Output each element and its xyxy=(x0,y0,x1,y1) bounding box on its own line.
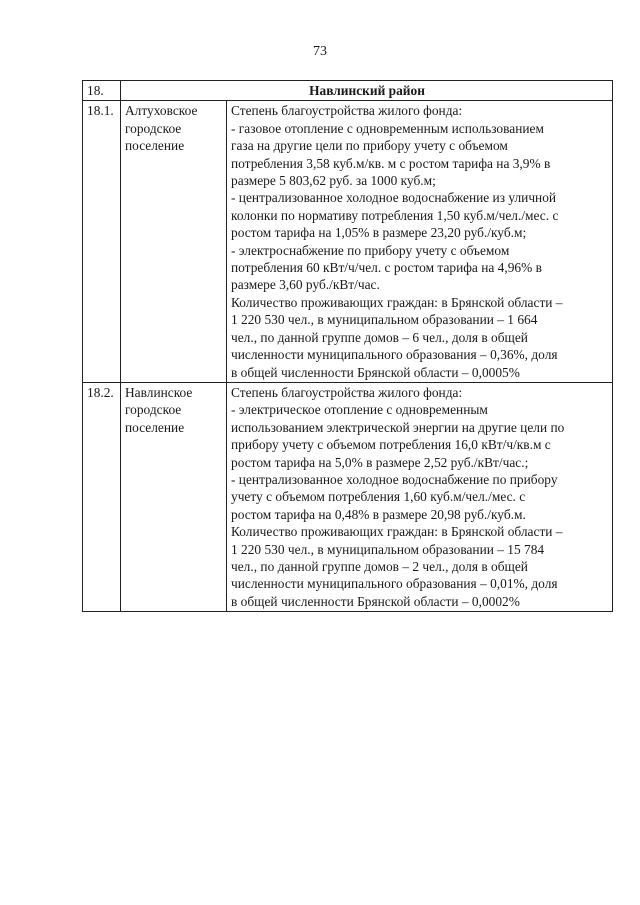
settlement-name-line: поселение xyxy=(125,138,185,154)
description-line: ростом тарифа на 0,48% в размере 20,98 руб./куб.м. xyxy=(231,506,526,522)
description-line: - централизованное холодное водоснабжение из уличной xyxy=(231,190,557,206)
description-line: 1 220 530 чел., в муниципальном образовании – 15 784 xyxy=(231,541,545,557)
header-number-cell: 18. xyxy=(83,81,121,101)
description-line: колонки по нормативу потребления 1,50 куб.м/чел./мес. с xyxy=(231,207,559,223)
description-line: - газовое отопление с одновременным использованием xyxy=(231,120,544,136)
description-line: ростом тарифа на 5,0% в размере 2,52 руб./кВт/час.; xyxy=(231,454,529,470)
description-line: численности муниципального образования – 0,01%, доля xyxy=(231,576,558,592)
settlement-name-line: поселение xyxy=(125,419,185,435)
description-line: потребления 3,58 куб.м/кв. м с ростом тарифа на 3,9% в xyxy=(231,155,551,171)
settlement-name-line: городское xyxy=(125,402,182,418)
description-line: Степень благоустройства жилого фонда: xyxy=(231,103,463,119)
description-line: 1 220 530 чел., в муниципальном образовании – 1 664 xyxy=(231,312,538,328)
housing-table xyxy=(82,80,613,612)
description-line: - централизованное холодное водоснабжение по прибору xyxy=(231,471,558,487)
description-line: газа на другие цели по прибору учету с объемом xyxy=(231,138,508,154)
description-line: ростом тарифа на 1,05% в размере 23,20 руб./куб.м; xyxy=(231,225,527,241)
description-line: - электроснабжение по прибору учету с объемом xyxy=(231,242,510,258)
description-line: Количество проживающих граждан: в Брянской области – xyxy=(231,294,563,310)
description-line: чел., по данной группе домов – 6 чел., доля в общей xyxy=(231,329,528,345)
row-number-cell: 18.1. xyxy=(83,101,121,383)
table-row xyxy=(83,382,613,611)
description-line: Количество проживающих граждан: в Брянской области – xyxy=(231,524,563,540)
description-line: размере 5 803,62 руб. за 1000 куб.м; xyxy=(231,173,436,189)
settlement-name-cell xyxy=(121,101,227,383)
page-number: 73 xyxy=(313,44,327,59)
description-cell xyxy=(227,382,613,611)
settlement-name-line: городское xyxy=(125,120,182,136)
settlement-name-line: Алтуховское xyxy=(125,103,198,119)
description-line: Степень благоустройства жилого фонда: xyxy=(231,384,463,400)
description-line: потребления 60 кВт/ч/чел. с ростом тарифа на 4,96% в xyxy=(231,260,542,276)
description-line: - электрическое отопление с одновременным xyxy=(231,402,488,418)
row-number-cell: 18.2. xyxy=(83,382,121,611)
description-line: использованием электрической энергии на другие цели по xyxy=(231,419,565,435)
settlement-name-line: Навлинское xyxy=(125,384,193,400)
header-title-cell: Навлинский район xyxy=(121,81,613,101)
description-line: размере 3,60 руб./кВт/час. xyxy=(231,277,380,293)
description-line: прибору учету с объемом потребления 16,0 кВт/ч/кв.м с xyxy=(231,437,551,453)
description-cell xyxy=(227,101,613,383)
description-line: чел., по данной группе домов – 2 чел., доля в общей xyxy=(231,558,528,574)
description-line: численности муниципального образования – 0,36%, доля xyxy=(231,347,558,363)
description-line: в общей численности Брянской области – 0,0005% xyxy=(231,364,520,380)
table-row xyxy=(83,101,613,383)
table-header-row xyxy=(83,81,613,101)
description-line: учету с объемом потребления 1,60 куб.м/чел./мес. с xyxy=(231,489,526,505)
settlement-name-cell xyxy=(121,382,227,611)
description-line: в общей численности Брянской области – 0,0002% xyxy=(231,593,520,609)
